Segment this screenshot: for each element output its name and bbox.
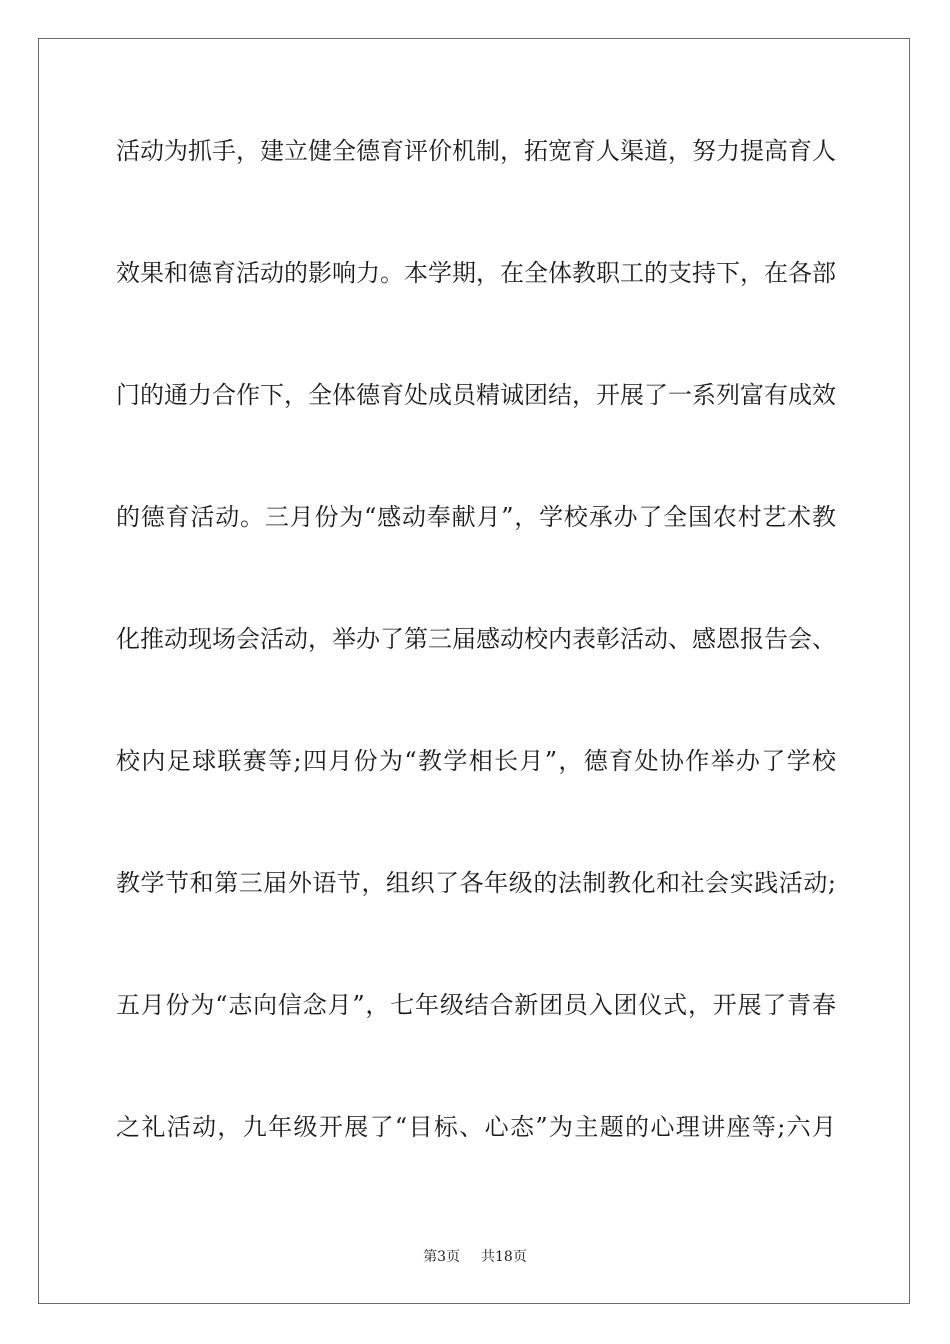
page-total: 共18页 xyxy=(481,1249,527,1265)
text-line: 教学节和第三届外语节，组织了各年级的法制教化和社会实践活动; xyxy=(116,869,836,897)
page-footer xyxy=(0,1246,950,1266)
text-line: 门的通力合作下，全体德育处成员精诚团结，开展了一系列富有成效 xyxy=(116,381,836,409)
text-line: 活动为抓手，建立健全德育评价机制，拓宽育人渠道，努力提高育人 xyxy=(116,137,836,165)
text-line: 之礼活动，九年级开展了“目标、心态”为主题的心理讲座等;六月 xyxy=(116,1113,836,1141)
text-line: 化推动现场会活动，举办了第三届感动校内表彰活动、感恩报告会、 xyxy=(116,625,836,653)
text-line: 五月份为“志向信念月”，七年级结合新团员入团仪式，开展了青春 xyxy=(116,991,836,1019)
page-number: 第3页 xyxy=(423,1249,461,1265)
text-line: 的德育活动。三月份为“感动奉献月”，学校承办了全国农村艺术教 xyxy=(116,503,836,531)
text-line: 效果和德育活动的影响力。本学期，在全体教职工的支持下，在各部 xyxy=(116,259,836,287)
document-body xyxy=(116,128,836,1218)
text-line: 校内足球联赛等;四月份为“教学相长月”，德育处协作举办了学校 xyxy=(116,747,836,775)
